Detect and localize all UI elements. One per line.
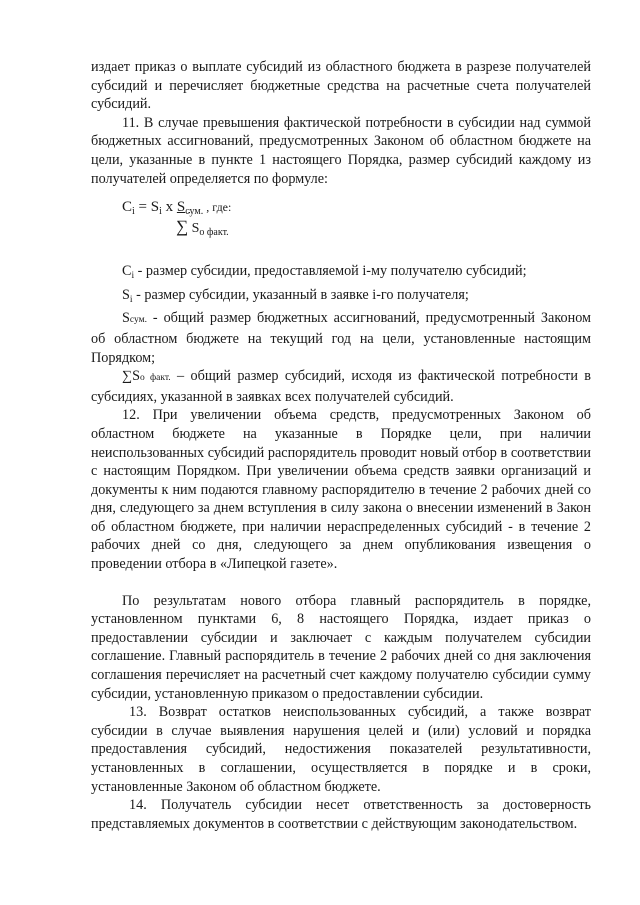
formula-numerator — [176, 199, 204, 218]
formula-s-sub: i — [159, 206, 162, 218]
paragraph-14: 14. Получатель субсидии несет ответственность за достоверность представляемых документов в соответствии с действующим законодательством. — [91, 797, 591, 832]
formula-den: S — [188, 221, 200, 237]
formula-den-sub: о факт. — [199, 227, 229, 239]
definition-ci — [91, 262, 591, 286]
definition-ssum — [91, 309, 591, 367]
definitions — [91, 262, 591, 406]
def-text: - размер субсидии, предоставляемой i-му получателю субсидий; — [134, 263, 527, 280]
def-subscript: о факт. — [140, 373, 171, 384]
def-symbol: S — [122, 286, 130, 303]
definition-si — [91, 286, 591, 310]
formula-eq-s: = S — [134, 199, 160, 216]
paragraph-12: 12. При увеличении объема средств, предусмотренных Законом об областном бюджете на указанные в Порядке цели, при наличии неиспользованных субсидий распорядитель проводит новый отбор в соответствии с настоящим Порядком. При увеличении объема средств заявки организаций и документы к ним подаются главному распорядителю в течение 2 рабочих дней со дня, следующего за днем вступления в силу закона о внесении изменений в Закон об областном бюджете, при наличии нераспределенных субсидий - в течение 2 рабочих дней со дня, следующего за днем опубликования извещения о проведении отбора в «Липецкой газете». — [91, 407, 591, 573]
document-body — [91, 58, 591, 833]
def-text: - размер субсидии, указанный в заявке i-го получателя; — [132, 286, 469, 303]
formula-num: S — [176, 199, 186, 216]
formula — [91, 196, 591, 256]
def-text: – общий размер субсидий, исходя из фактической потребности в субсидиях, указанной в заявках всех получателей субсидий. — [91, 368, 591, 405]
paragraph-13: 13. Возврат остатков неиспользованных субсидий, а также возврат субсидии в случае выявления нарушения целей и (или) условий и порядка предоставления субсидий, недостижения показателей результативности, установленных в соглашении, осуществляется в порядке и в сроки, установленные Законом об областном бюджете. — [91, 704, 591, 795]
formula-lhs-sub: i — [132, 206, 135, 218]
def-symbol: ∑S — [122, 368, 141, 385]
def-text: - общий размер бюджетных ассигнований, предусмотренный Законом об областном бюджете на текущий год на цели, установленные настоящим Порядком; — [91, 310, 591, 366]
def-symbol: C — [122, 263, 132, 280]
def-subscript: i — [131, 271, 135, 282]
definition-sum — [91, 367, 591, 406]
paragraph-results: По результатам нового отбора главный распорядитель в порядке, установленном пунктами 6, 8 настоящего Порядка, издает приказ о предоставлении субсидии и заключает с каждым получателем субсидии соглашение. Главный распорядитель в течение 2 рабочих дней со дня заключения соглашения перечисляет на расчетный счет каждому получателю субсидии сумму субсидии, установленную приказом о предоставлении субсидии. — [91, 592, 591, 702]
formula-where: , где: — [203, 200, 232, 215]
def-subscript: сум. — [129, 315, 147, 326]
sum-symbol: ∑ — [176, 217, 189, 237]
formula-num-sub: сум. — [185, 206, 204, 218]
formula-times: x — [161, 199, 177, 216]
formula-denominator — [176, 218, 229, 243]
paragraph-11: 11. В случае превышения фактической потребности в субсидии над суммой бюджетных ассигнований, предусмотренных Законом об областном бюджете на цели, указанные в пункте 1 настоящего Порядка, размер субсидий каждому из получателей определяется по формуле: — [91, 114, 591, 187]
def-subscript: i — [129, 294, 133, 305]
def-symbol: S — [122, 310, 130, 327]
formula-lhs: C — [122, 199, 133, 216]
paragraph-continuation: издает приказ о выплате субсидий из областного бюджета в разрезе получателей субсидий и перечисляет бюджетные средства на расчетные счета получателей субсидий. — [91, 59, 591, 113]
